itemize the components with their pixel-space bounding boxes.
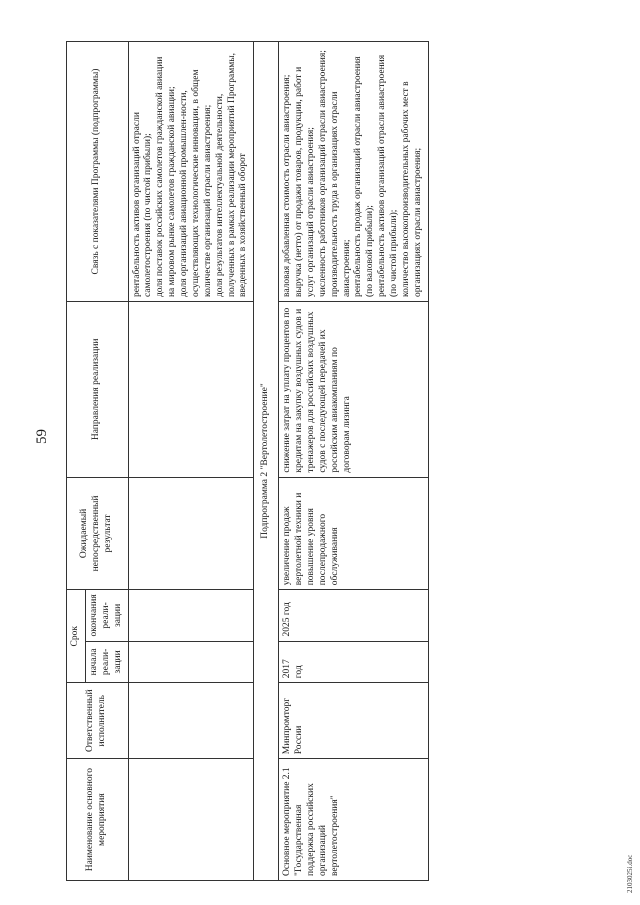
table-row-2-1 [279,42,429,881]
cell-indicators [279,42,429,302]
header-responsible: Ответственный исполнитель [67,683,129,759]
page-number: 59 [34,429,50,444]
cell-directions: снижение затрат на уплату процентов по кредитам на закупку воздушных судов и тренажеров для российских воздушных судов с последующей передачей их российским авиакомпаниям по договорам лизинга [279,302,429,478]
indicator-line: доля организаций авиационной промышлен-ности, осуществляющих технологические инновации, в общем количестве организаций отрасли авиастроения; [179,69,213,298]
header-expected-result: Ожидаемый непосредственный результат [67,477,129,590]
cell-indicators-continued [128,42,254,302]
cell-empty [128,477,254,590]
indicator-line: доля поставок российских самолетов гражданской авиации на мировом рынке самолетов гражданской авиации; [155,56,178,298]
cell-term-end: 2025 год [279,590,429,641]
header-term: Срок [67,590,86,683]
table-row-continued [128,42,254,881]
cell-empty [128,683,254,759]
subprogram-row [254,42,279,881]
header-term-start: начала реали-зации [85,641,128,683]
indicator-line: производительность труда в организациях отрасли авиастроения; [329,91,352,298]
indicator-line: валовая добавленная стоимость отрасли авиастроения; [282,74,293,298]
cell-term-start: 2017 год [279,641,429,683]
indicator-line: рентабельность активов организаций отрасли самолетостроения (по чистой прибыли); [131,112,154,298]
indicator-line: численность работников организаций отрасли авиастроения; [317,50,328,298]
cell-empty [128,302,254,478]
header-term-end: окончания реали-зации [85,590,128,641]
program-table [66,41,429,881]
cell-responsible: Минпромторг России [279,683,429,759]
indicator-line: рентабельность активов организаций отрасли авиастроения (по чистой прибыли); [377,54,399,298]
cell-empty [128,641,254,683]
indicator-line: количество высокопроизводительных рабочих мест в организациях отрасли авиастроения; [400,81,423,298]
rotated-table-container [66,41,586,881]
cell-expected-result: увеличение продаж вертолетной техники и повышение уровня послепродажного обслуживания [279,477,429,590]
document-footer: 2103025i.doc [626,854,634,893]
subprogram-title: Подпрограмма 2 "Вертолетостроение" [254,42,279,881]
indicator-line: выручка (нетто) от продажи товаров, продукции, работ и услуг организаций отрасли авиастроения; [294,66,316,298]
cell-activity-name: Основное мероприятие 2.1 "Государственная поддержка российских организаций вертолетостроения" [279,759,429,881]
cell-empty [128,590,254,641]
header-activity-name: Наименование основного мероприятия [67,759,129,881]
indicator-line: доля результатов интеллектуальной деятельности, полученных в рамках реализации мероприятий Программы, введенных в хозяйственный оборот [214,52,249,298]
cell-empty [128,759,254,881]
header-indicators-link: Связь с показателями Программы (подпрограммы) [67,42,129,302]
indicator-line: рентабельность продаж организаций отрасли авиастроения (по валовой прибыли); [353,56,376,298]
header-directions: Направления реализации [67,302,129,478]
